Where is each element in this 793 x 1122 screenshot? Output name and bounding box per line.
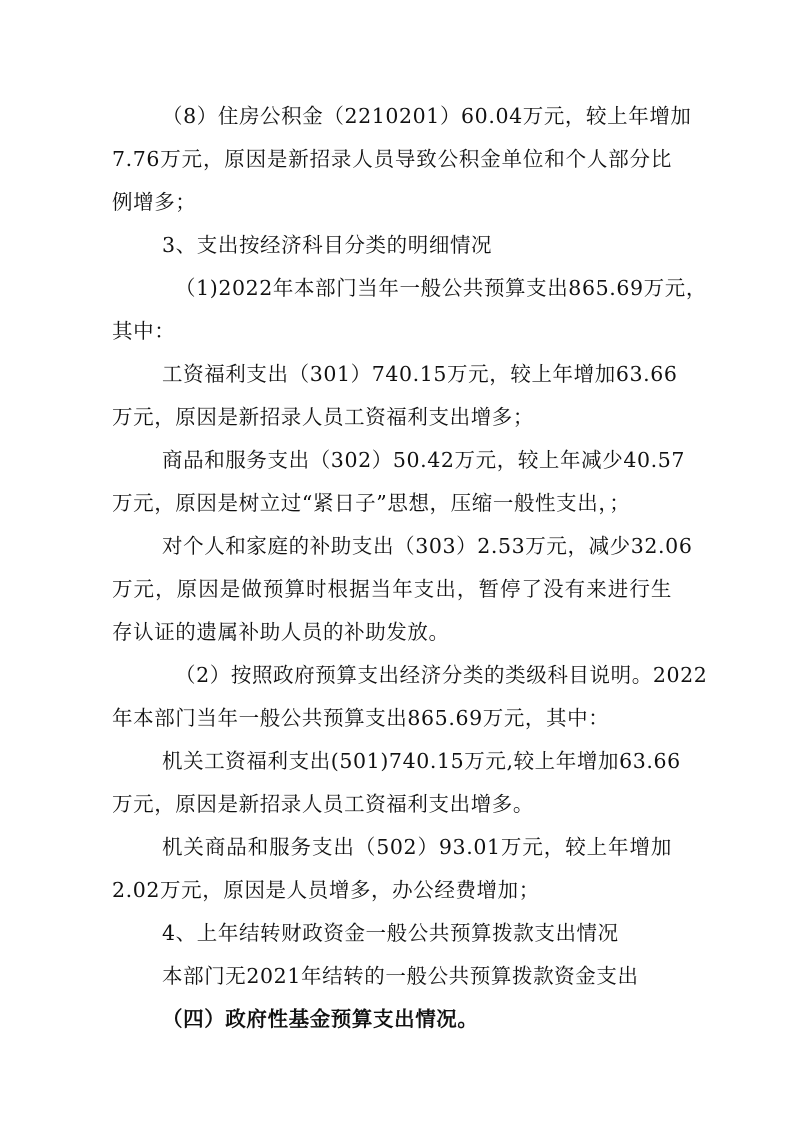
paragraph-line: （2）按照政府预算支出经济分类的类级科目说明。2022 bbox=[175, 663, 708, 687]
paragraph-line: 7.76万元，原因是新招录人员导致公积金单位和个人部分比 bbox=[112, 147, 672, 171]
paragraph-line: （1)2022年本部门当年一般公共预算支出865.69万元， bbox=[175, 276, 707, 300]
paragraph-line: 商品和服务支出（302）50.42万元，较上年减少40.57 bbox=[162, 448, 686, 472]
paragraph-line: 对个人和家庭的补助支出（303）2.53万元，减少32.06 bbox=[162, 534, 693, 558]
paragraph-line: 万元，原因是树立过“紧日子”思想，压缩一般性支出，； bbox=[112, 491, 631, 515]
paragraph-line: 其中： bbox=[112, 319, 176, 343]
paragraph-line: 存认证的遗属补助人员的补助发放。 bbox=[112, 620, 450, 644]
paragraph-line: 2.02万元，原因是人员增多，办公经费增加； bbox=[112, 878, 540, 902]
paragraph-line: 万元，原因是新招录人员工资福利支出增多。 bbox=[112, 792, 534, 816]
section-heading: 3、支出按经济科目分类的明细情况 bbox=[162, 233, 493, 257]
paragraph-line: 机关工资福利支出(501)740.15万元,较上年增加63.66 bbox=[162, 749, 681, 773]
paragraph-line: 年本部门当年一般公共预算支出865.69万元，其中： bbox=[112, 706, 610, 730]
paragraph-line: 机关商品和服务支出（502）93.01万元，较上年增加 bbox=[162, 835, 672, 859]
paragraph-line: 例增多； bbox=[112, 190, 197, 214]
paragraph-line: 万元，原因是新招录人员工资福利支出增多； bbox=[112, 405, 534, 429]
paragraph-line: （8）住房公积金（2210201）60.04万元，较上年增加 bbox=[162, 104, 692, 128]
section-heading: 4、上年结转财政资金一般公共预算拨款支出情况 bbox=[162, 921, 619, 945]
section-heading-bold: （四）政府性基金预算支出情况。 bbox=[162, 1007, 479, 1031]
paragraph-line: 本部门无2021年结转的一般公共预算拨款资金支出 bbox=[162, 964, 639, 988]
paragraph-line: 工资福利支出（301）740.15万元，较上年增加63.66 bbox=[162, 362, 678, 386]
paragraph-line: 万元，原因是做预算时根据当年支出，暂停了没有来进行生 bbox=[112, 577, 672, 601]
